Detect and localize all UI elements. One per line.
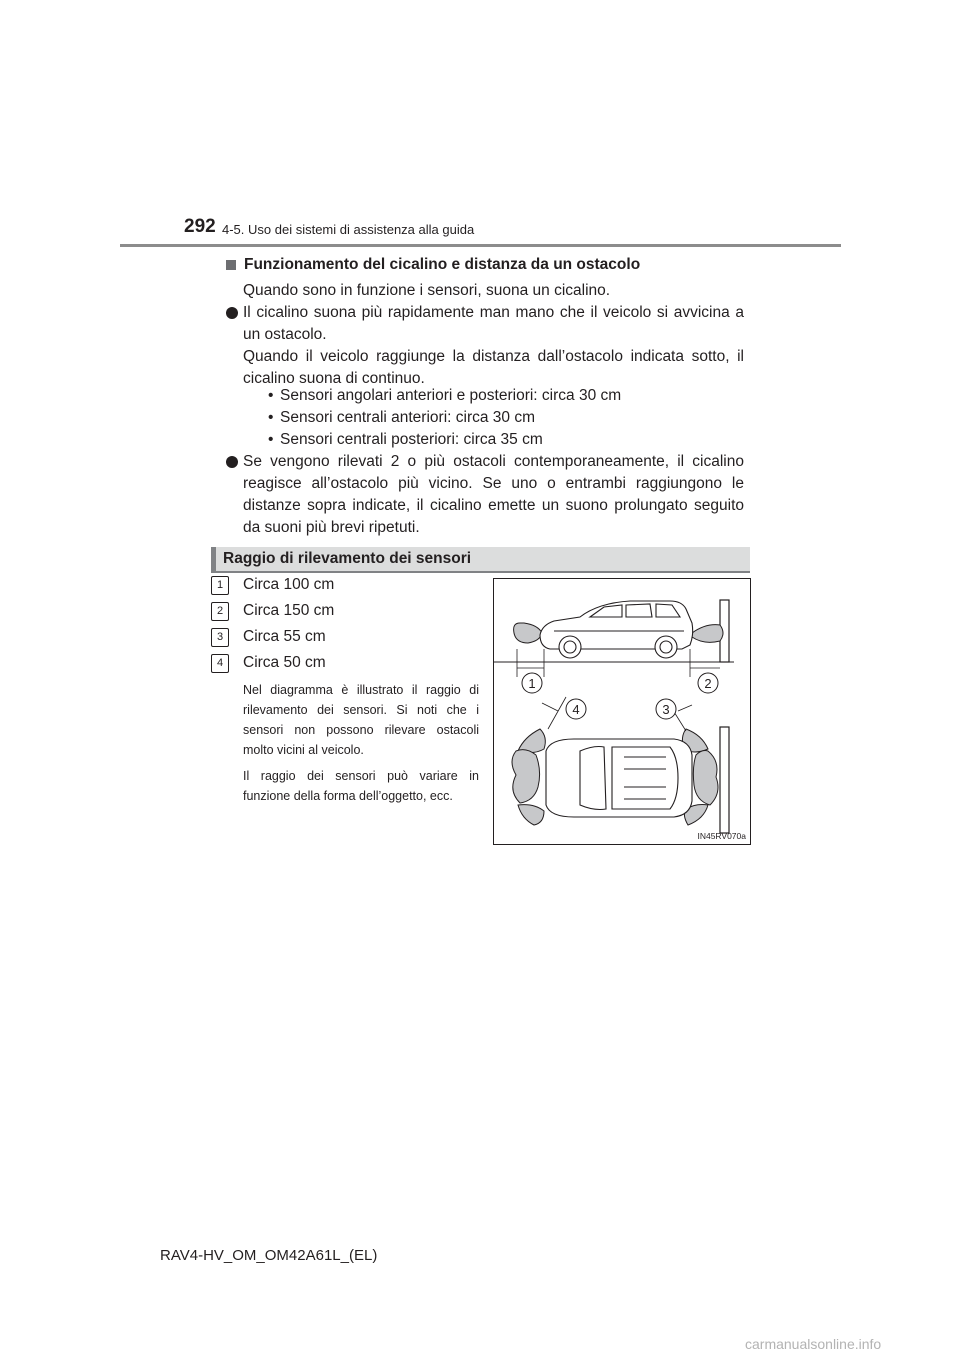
callout-2-label: 2 xyxy=(704,676,712,691)
sensor-range-diagram xyxy=(493,578,751,845)
beep-heading-text: Funzionamento del cicalino e distanza da un ostacolo xyxy=(244,256,641,273)
wall-top xyxy=(720,727,729,833)
number-box: 4 xyxy=(211,654,229,673)
bullet-text: Se vengono rilevati 2 o più ostacoli contemporaneamente, il cicalino reagisce all’ostacolo più vicino. Se uno o entrambi raggiungono le distanze sopra indicate, il cicalino emette un suono prolungato seguito da suoni più brevi ripetuti. xyxy=(243,453,744,536)
beep-heading xyxy=(226,256,640,274)
sub-item: • Sensori centrali anteriori: circa 30 cm xyxy=(268,409,535,426)
bullet-item xyxy=(226,451,744,539)
sensor-diagram-svg xyxy=(494,579,750,844)
document-code: RAV4-HV_OM_OM42A61L_(EL) xyxy=(160,1247,378,1264)
range-item: 2 Circa 150 cm xyxy=(211,600,334,622)
section-title: Raggio di rilevamento dei sensori xyxy=(223,550,472,567)
round-bullet-icon xyxy=(226,456,238,468)
range-item: 4 Circa 50 cm xyxy=(211,652,326,674)
number-box: 3 xyxy=(211,628,229,647)
sensor-range-front-left xyxy=(518,729,545,753)
number-box: 2 xyxy=(211,602,229,621)
sensor-range-rear-side xyxy=(692,625,723,643)
diagram-code: IN45RV070a xyxy=(697,831,746,841)
sub-item: • Sensori angolari anteriori e posteriori: circa 30 cm xyxy=(268,387,622,404)
note-text: Nel diagramma è illustrato il raggio di rilevamento dei sensori. Si noti che i sensori non possono rilevare ostacoli molto vicini al veicolo. xyxy=(243,683,479,757)
page-number: 292 xyxy=(184,216,216,237)
watermark: carmanualsonline.info xyxy=(745,1336,882,1352)
number-box: 1 xyxy=(211,576,229,595)
callout-1-label: 1 xyxy=(528,676,536,691)
note-text: Il raggio dei sensori può variare in funzione della forma dell’oggetto, ecc. xyxy=(243,769,479,803)
bullet-text: Quando il veicolo raggiunge la distanza dall’ostacolo indicata sotto, il cicalino suona di continuo. xyxy=(243,348,744,387)
round-bullet-icon xyxy=(226,307,238,319)
bullet-item xyxy=(226,302,744,390)
car-top-view xyxy=(546,739,692,817)
sensor-range-front-center xyxy=(512,750,540,803)
car-side-view xyxy=(540,601,693,658)
header-rule xyxy=(120,244,841,247)
callout-4-label: 4 xyxy=(572,702,580,717)
sub-item: • Sensori centrali posteriori: circa 35 cm xyxy=(268,431,543,448)
square-bullet-icon xyxy=(226,260,236,270)
range-item: 3 Circa 55 cm xyxy=(211,626,326,648)
section-title-bar xyxy=(211,547,750,571)
sensor-range-front-side xyxy=(514,623,542,643)
range-item: 1 Circa 100 cm xyxy=(211,574,334,596)
beep-intro: Quando sono in funzione i sensori, suona un cicalino. xyxy=(243,282,611,299)
sensor-range-rear-center xyxy=(693,751,718,806)
sensor-range-front-right xyxy=(518,805,544,825)
bullet-text: Il cicalino suona più rapidamente man mano che il veicolo si avvicina a un ostacolo. xyxy=(243,304,744,343)
section-label: 4-5. Uso dei sistemi di assistenza alla guida xyxy=(222,222,475,237)
callout-3-label: 3 xyxy=(662,702,670,717)
